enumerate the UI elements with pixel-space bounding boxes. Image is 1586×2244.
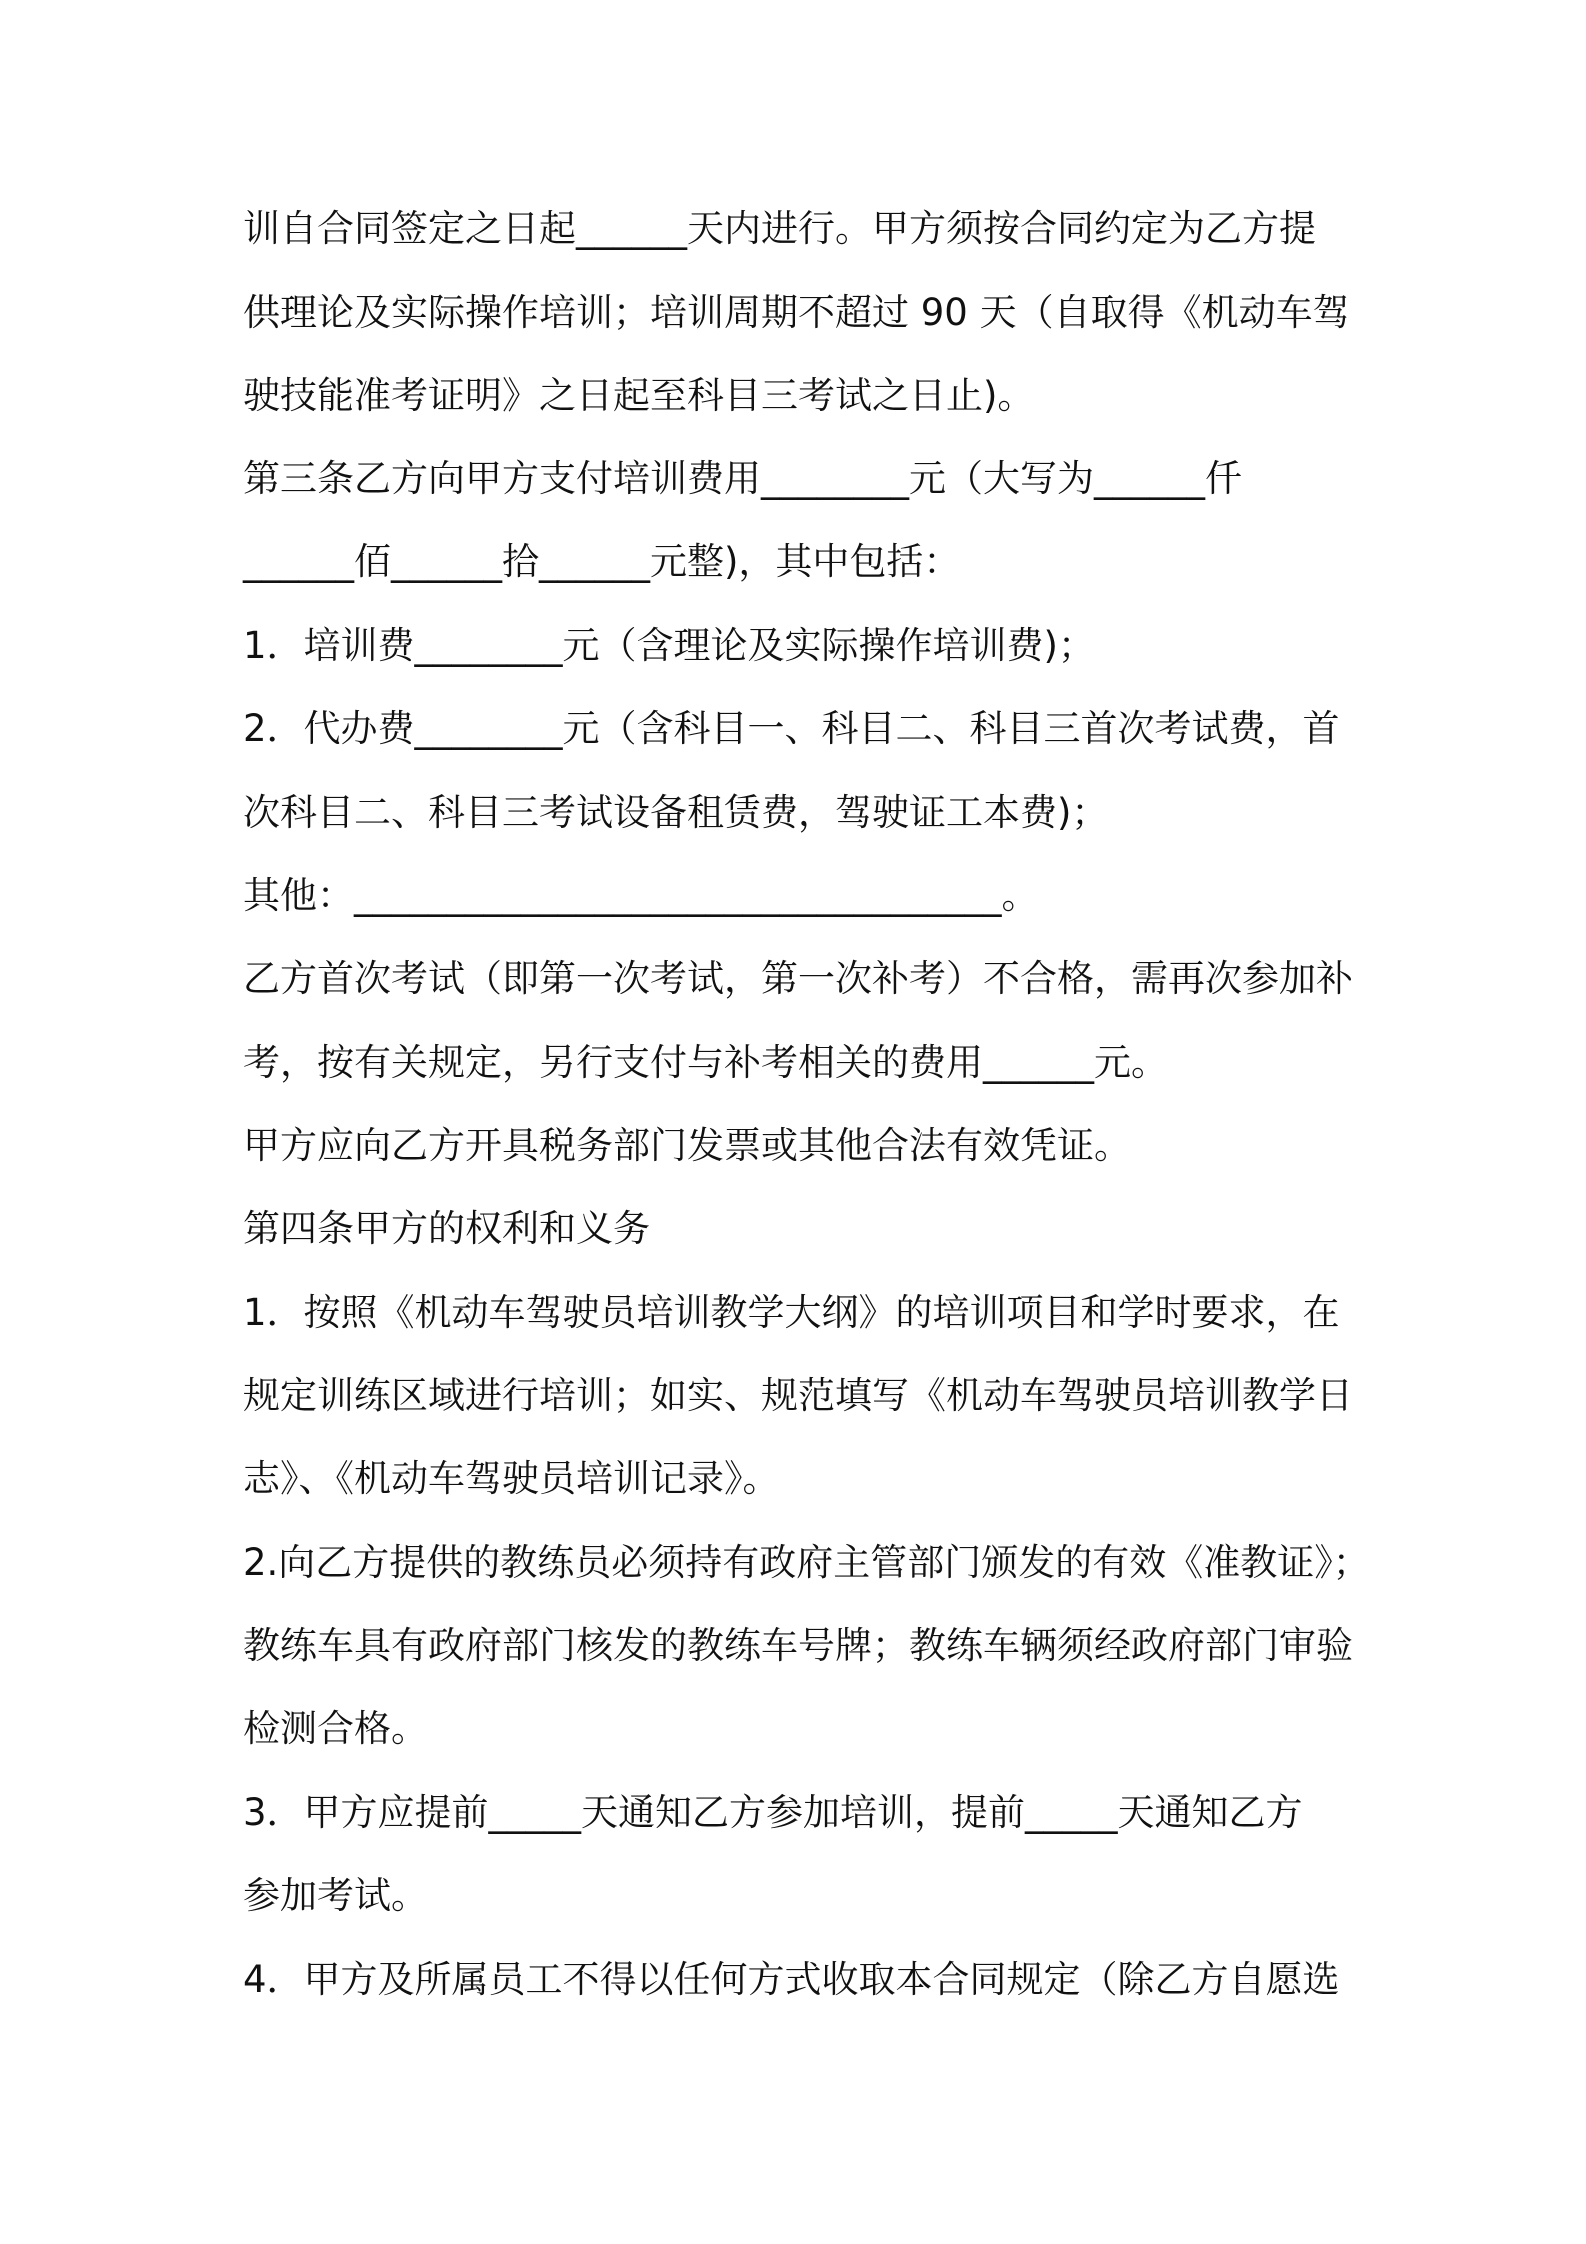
- text-line: 其他：___________________________________。: [243, 874, 1039, 917]
- text-line: 检测合格。: [243, 1707, 428, 1750]
- section-heading: 第四条甲方的权利和义务: [243, 1207, 650, 1250]
- text-line: 乙方首次考试（即第一次考试，第一次补考）不合格，需再次参加补: [243, 957, 1353, 1000]
- text-line: 志》、《机动车驾驶员培训记录》。: [243, 1457, 780, 1500]
- text-line: 参加考试。: [243, 1874, 428, 1917]
- text-line: 规定训练区域进行培训；如实、规范填写《机动车驾驶员培训教学日: [243, 1374, 1353, 1417]
- text-line: ______佰______拾______元整)，其中包括：: [243, 540, 961, 583]
- section-heading: 第三条乙方向甲方支付培训费用________元（大写为______仟: [243, 457, 1242, 500]
- list-item: 2.向乙方提供的教练员必须持有政府主管部门颁发的有效《准教证》；: [243, 1541, 1370, 1584]
- list-item: 1．按照《机动车驾驶员培训教学大纲》的培训项目和学时要求，在: [243, 1291, 1340, 1334]
- list-item: 2．代办费________元（含科目一、科目二、科目三首次考试费，首: [243, 707, 1340, 750]
- text-line: 次科目二、科目三考试设备租赁费，驾驶证工本费)；: [243, 791, 1109, 834]
- text-line: 驶技能准考证明》之日起至科目三考试之日止)。: [243, 374, 1035, 417]
- text-line: 甲方应向乙方开具税务部门发票或其他合法有效凭证。: [243, 1124, 1131, 1167]
- text-line: 教练车具有政府部门核发的教练车号牌；教练车辆须经政府部门审验: [243, 1624, 1353, 1667]
- list-item: 1．培训费________元（含理论及实际操作培训费)；: [243, 624, 1095, 667]
- list-item: 3．甲方应提前_____天通知乙方参加培训，提前_____天通知乙方: [243, 1791, 1303, 1834]
- text-line: 训自合同签定之日起______天内进行。甲方须按合同约定为乙方提: [243, 207, 1316, 250]
- text-line: 考，按有关规定，另行支付与补考相关的费用______元。: [243, 1041, 1168, 1084]
- list-item: 4．甲方及所属员工不得以任何方式收取本合同规定（除乙方自愿选: [243, 1958, 1340, 2001]
- text-line: 供理论及实际操作培训；培训周期不超过 90 天（自取得《机动车驾: [243, 291, 1350, 334]
